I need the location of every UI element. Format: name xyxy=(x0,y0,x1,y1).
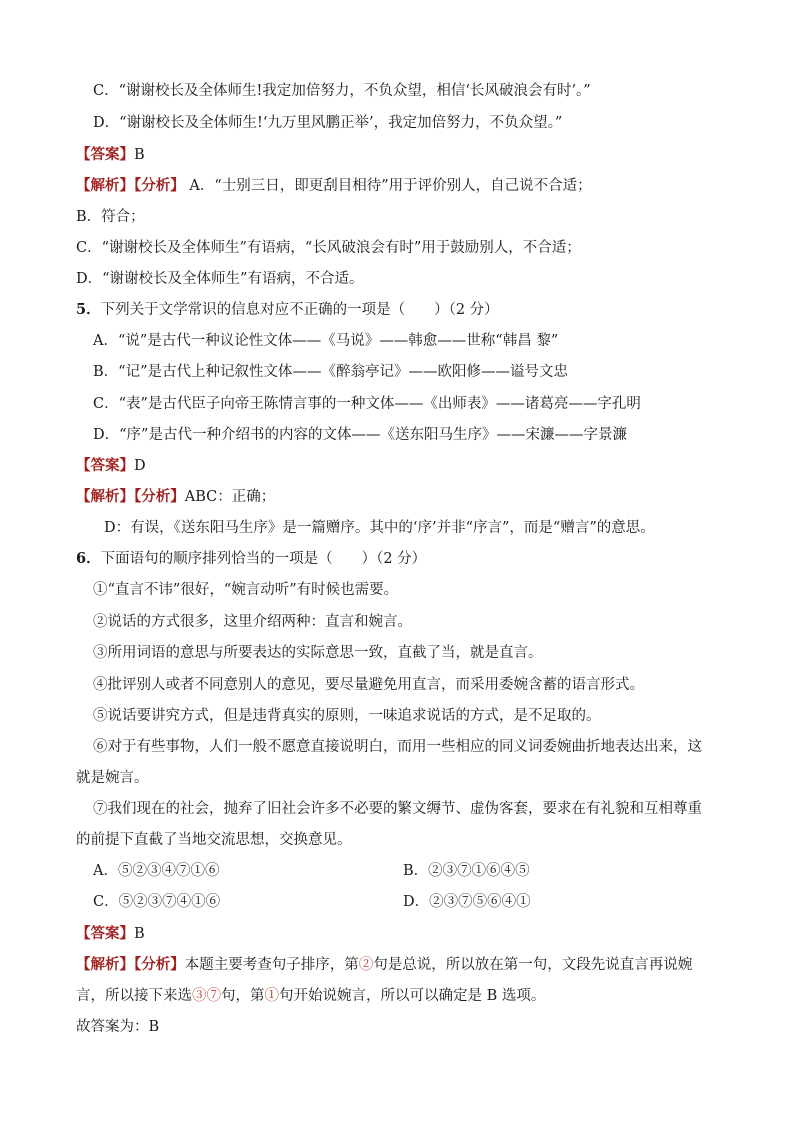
q5-option-b: B．“记”是古代上种记叙性文体——《醉翁亭记》——欧阳修——谥号文忠 xyxy=(93,364,568,380)
q6-sentence-7: ⑦我们现在的社会，抛弃了旧社会许多不必要的繁文缛节、虚伪客套，要求在有礼貌和互相尊重 xyxy=(93,801,702,817)
q5-option-a: A．“说”是古代一种议论性文体——《马说》——韩愈——世称“韩昌 黎” xyxy=(93,333,559,349)
q4-answer xyxy=(76,145,145,165)
question-number: 6． xyxy=(76,550,101,567)
analysis-text-a: 本题主要考查句子排序，第 xyxy=(184,957,359,973)
q6-stem xyxy=(76,549,426,569)
circled-number-2: ② xyxy=(358,957,374,973)
q6-analysis-line2 xyxy=(76,986,545,1006)
q5-analysis-line2: D：有误，《送东阳马生序》是一篇赠序。其中的‘序’并非“序言”，而是“赠言”的意思。 xyxy=(104,520,655,536)
q5-stem xyxy=(76,300,499,320)
question-text: 下列关于文学常识的信息对应不正确的一项是（ ）（2 分） xyxy=(100,302,499,318)
analysis-text-b: 句是总说，所以放在第一句，文段先说直言再说婉 xyxy=(373,957,693,973)
q6-sentence-2: ②说话的方式很多，这里介绍两种：直言和婉言。 xyxy=(93,614,412,630)
q6-option-d: D．②③⑦⑤⑥④① xyxy=(403,894,531,910)
question-text: 下面语句的顺序排列恰当的一项是（ ）（2 分） xyxy=(100,551,427,567)
question-number: 5． xyxy=(76,301,101,318)
q6-sentence-3: ③所用词语的意思与所要表达的实际意思一致，直截了当，就是直言。 xyxy=(93,645,543,661)
answer-tag: 【答案】 xyxy=(76,146,134,163)
answer-value: B xyxy=(134,926,145,942)
q4-analysis xyxy=(76,176,592,196)
q5-analysis xyxy=(76,487,275,507)
answer-value: B xyxy=(134,147,145,163)
answer-value: D xyxy=(134,458,146,474)
q6-option-a: A．⑤②③④⑦①⑥ xyxy=(93,863,220,879)
analysis-text: ABC：正确； xyxy=(184,489,276,505)
analysis-text-d: 句，第 xyxy=(221,988,265,1004)
analysis-text-a: A．“士别三日，即更刮目相待”用于评价别人，自己说不合适； xyxy=(189,178,592,194)
q6-sentence-6-cont: 就是婉言。 xyxy=(76,770,149,786)
q6-sentence-7-cont: 的前提下直截了当地交流思想，交换意见。 xyxy=(76,832,352,848)
q6-option-b: B．②③⑦①⑥④⑤ xyxy=(403,863,530,879)
analysis-text-e: 句开始说婉言，所以可以确定是 B 选项。 xyxy=(279,988,546,1004)
q6-sentence-6: ⑥对于有些事物，人们一般不愿意直接说明白，而用一些相应的同义词委婉曲折地表达出来，这 xyxy=(93,739,702,755)
circled-number-3-7: ③⑦ xyxy=(192,988,221,1004)
q5-option-d: D．“序”是古代一种介绍书的内容的文体——《送东阳马生序》——宋濂——字景濂 xyxy=(93,427,627,443)
q6-analysis xyxy=(76,955,692,975)
q4-option-d: D．“谢谢校长及全体师生!‘九万里风鹏正举’，我定加倍努力，不负众望。” xyxy=(93,115,563,131)
q4-analysis-c: C．“谢谢校长及全体师生”有语病，“长风破浪会有时”用于鼓励别人，不合适； xyxy=(76,240,581,256)
q5-option-c: C．“表”是古代臣子向帝王陈情言事的一种文体——《出师表》——诸葛亮——字孔明 xyxy=(93,396,641,412)
q4-option-c: C．“谢谢校长及全体师生!我定加倍努力，不负众望，相信‘长风破浪会有时’。” xyxy=(93,83,591,99)
q6-option-c: C．⑤②③⑦④①⑥ xyxy=(93,894,221,910)
analysis-text-c: 言，所以接下来选 xyxy=(76,988,192,1004)
q6-answer xyxy=(76,924,145,944)
analysis-tag: 【解析】【分析】 xyxy=(76,488,185,505)
answer-tag: 【答案】 xyxy=(76,457,134,474)
q4-analysis-d: D．“谢谢校长及全体师生”有语病，不合适。 xyxy=(76,271,364,287)
analysis-tag: 【解析】【分析】 xyxy=(76,956,185,973)
q6-sentence-4: ④批评别人或者不同意别人的意见，要尽量避免用直言，而采用委婉含蓄的语言形式。 xyxy=(93,677,644,693)
q5-answer xyxy=(76,456,146,476)
circled-number-1: ① xyxy=(264,988,279,1004)
q6-final-answer: 故答案为：B xyxy=(76,1019,160,1035)
analysis-tag: 【解析】【分析】 xyxy=(76,177,185,194)
q6-sentence-5: ⑤说话要讲究方式，但是违背真实的原则，一味追求说话的方式，是不足取的。 xyxy=(93,708,601,724)
answer-tag: 【答案】 xyxy=(76,925,134,942)
q6-sentence-1: ①“直言不讳”很好，“婉言动听”有时候也需要。 xyxy=(93,582,399,598)
q4-analysis-b: B．符合； xyxy=(76,209,145,225)
